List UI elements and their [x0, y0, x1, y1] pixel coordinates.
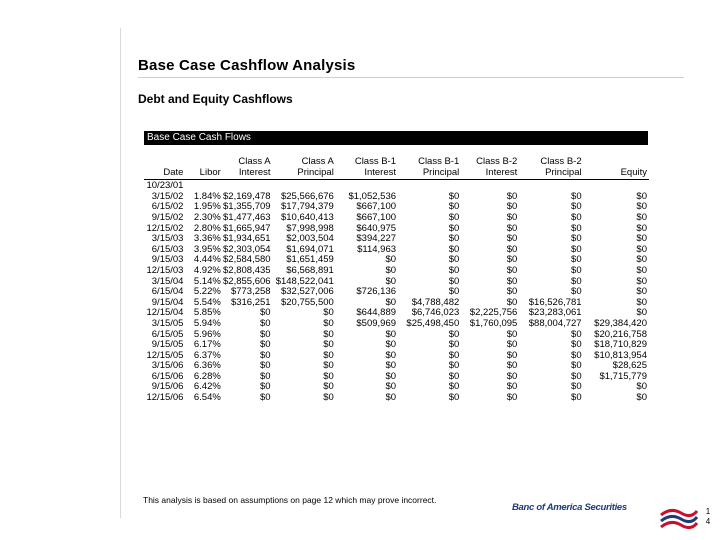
table-cell: $0 — [259, 392, 271, 404]
table-cell: $0 — [571, 339, 582, 351]
table-cell: $0 — [506, 296, 518, 308]
header-cell: Class B-2 — [540, 156, 582, 167]
table-cell: $1,694,071 — [286, 243, 334, 255]
table-cell: $0 — [636, 243, 647, 255]
page-subtitle: Debt and Equity Cashflows — [138, 92, 293, 106]
table-cell: $0 — [571, 254, 582, 266]
table-cell: $0 — [506, 190, 518, 202]
table-cell: $0 — [259, 381, 271, 393]
table-cell: $7,998,998 — [286, 222, 334, 234]
table-cell: $0 — [385, 392, 397, 404]
page-number — [704, 507, 712, 527]
table-cell: $0 — [448, 275, 460, 287]
table-cell: $4,788,482 — [411, 296, 460, 308]
table-cell: $0 — [385, 328, 397, 340]
table-cell: $0 — [506, 286, 518, 298]
table-cell: $0 — [259, 370, 271, 382]
header-cell: Class B-1 — [418, 156, 460, 167]
table-cell: $0 — [636, 286, 647, 298]
date-cell: 9/15/03 — [151, 254, 184, 266]
table-cell: $0 — [323, 317, 334, 329]
table-cell: $0 — [323, 360, 334, 372]
date-cell: 3/15/06 — [151, 360, 184, 372]
table-cell: 5.54% — [193, 296, 221, 308]
table-cell: $18,710,829 — [594, 339, 647, 351]
table-cell: $0 — [259, 307, 271, 319]
table-cell: $0 — [571, 243, 582, 255]
table-cell: $2,855,606 — [223, 275, 271, 287]
table-cell: $0 — [506, 211, 518, 223]
table-cell: $0 — [506, 222, 518, 234]
page-number-top: 1 — [705, 507, 711, 516]
table-cell: $0 — [571, 349, 582, 361]
date-cell: 3/15/03 — [151, 233, 184, 245]
page-number-bottom: 4 — [705, 517, 711, 526]
table-cell: $0 — [506, 360, 518, 372]
table-cell: $0 — [571, 381, 582, 393]
date-cell: 12/15/05 — [146, 349, 184, 361]
table-cell: $0 — [323, 381, 334, 393]
date-cell: 9/15/05 — [151, 339, 184, 351]
table-cell: $0 — [448, 222, 460, 234]
table-cell: $0 — [571, 264, 582, 276]
table-cell: $0 — [323, 307, 334, 319]
table-cell: $0 — [448, 264, 460, 276]
table-cell: $0 — [448, 243, 460, 255]
table-cell: $0 — [323, 392, 334, 404]
table-cell: 3.95% — [193, 243, 221, 255]
table-cell: $773,258 — [230, 286, 271, 298]
page-title: Base Case Cashflow Analysis — [138, 57, 356, 74]
table-cell — [584, 180, 649, 192]
table-cell: $0 — [448, 201, 460, 213]
table-cell: $0 — [506, 370, 518, 382]
header-cell — [584, 157, 649, 168]
table-cell: $0 — [385, 339, 397, 351]
table-cell — [336, 180, 398, 192]
left-divider — [120, 28, 121, 518]
table-cell: $0 — [448, 328, 460, 340]
table-cell: 5.96% — [193, 328, 221, 340]
table-cell: $0 — [385, 370, 397, 382]
table-cell: $0 — [448, 233, 460, 245]
header-cell: Principal — [519, 168, 583, 180]
header-cell: Interest — [223, 168, 273, 180]
table-cell: $0 — [448, 211, 460, 223]
table-cell: 6.54% — [193, 392, 221, 404]
table-cell: $1,665,947 — [223, 222, 271, 234]
table-cell: $509,969 — [356, 317, 397, 329]
table-cell: $0 — [571, 275, 582, 287]
table-cell: $0 — [571, 286, 582, 298]
table-cell: $640,975 — [356, 222, 397, 234]
table-cell: $2,303,054 — [223, 243, 271, 255]
table-cell: $10,813,954 — [594, 349, 647, 361]
table-cell: $29,384,420 — [594, 317, 647, 329]
table-cell: $0 — [506, 264, 518, 276]
table-cell: $0 — [448, 339, 460, 351]
table-row — [144, 180, 649, 192]
table-cell: 5.94% — [193, 317, 221, 329]
footnote: This analysis is based on assumptions on page 12 which may prove incorrect. — [143, 495, 437, 505]
table-cell: $1,715,779 — [599, 370, 647, 382]
table-cell: $0 — [448, 370, 460, 382]
table-cell: $1,355,709 — [223, 201, 271, 213]
table-cell: $0 — [506, 349, 518, 361]
table-cell — [273, 180, 336, 192]
table-cell: $1,052,536 — [348, 190, 397, 202]
table-cell: $0 — [506, 243, 518, 255]
table-cell: $114,963 — [357, 243, 397, 255]
header-cell: Principal — [398, 168, 461, 180]
table-cell: $0 — [571, 360, 582, 372]
table-cell: $0 — [385, 296, 397, 308]
table-cell: 3.36% — [193, 233, 221, 245]
table-cell: $0 — [323, 370, 334, 382]
table-cell: $0 — [571, 233, 582, 245]
header-row-1 — [144, 157, 649, 168]
header-cell: Equity — [584, 168, 649, 180]
table-cell: $0 — [323, 328, 334, 340]
table-row — [144, 393, 649, 404]
date-cell: 3/15/02 — [151, 190, 184, 202]
table-cell: $0 — [506, 381, 518, 393]
table-row — [144, 319, 649, 330]
table-row — [144, 266, 649, 277]
table-cell: $88,004,727 — [528, 317, 582, 329]
table-cell: 1.95% — [193, 201, 221, 213]
table-cell: $0 — [506, 201, 518, 213]
table-cell: $0 — [636, 275, 647, 287]
table-cell: $0 — [385, 275, 397, 287]
table-cell: $1,651,459 — [286, 254, 334, 266]
table-cell: 6.28% — [193, 370, 221, 382]
table-cell: $0 — [506, 392, 518, 404]
date-cell: 6/15/02 — [151, 201, 184, 213]
table-cell: $726,136 — [356, 286, 397, 298]
table-cell: $0 — [636, 307, 647, 319]
date-cell: 3/15/05 — [151, 317, 184, 329]
table-cell: $20,216,758 — [594, 328, 647, 340]
table-cell: $20,755,500 — [280, 296, 334, 308]
header-cell: Class B-1 — [354, 156, 397, 167]
table-cell: $0 — [636, 211, 647, 223]
table-cell: $0 — [571, 222, 582, 234]
date-cell: 10/23/01 — [146, 180, 184, 192]
table-cell: $0 — [259, 317, 271, 329]
table-cell: $0 — [571, 392, 582, 404]
table-cell: $6,746,023 — [411, 307, 460, 319]
table-cell: $0 — [448, 349, 460, 361]
flag-logo-icon — [659, 505, 699, 531]
table-cell: $25,566,676 — [280, 190, 334, 202]
header-cell: Interest — [461, 168, 519, 180]
table-cell: $394,227 — [356, 233, 397, 245]
table-cell: $0 — [259, 360, 271, 372]
table-cell: 6.37% — [193, 349, 221, 361]
table-cell: $1,934,651 — [223, 233, 271, 245]
header-cell — [185, 157, 222, 168]
table-cell: $0 — [506, 275, 518, 287]
header-cell: Class A — [301, 156, 334, 167]
table-cell: $0 — [506, 339, 518, 351]
table-cell: $0 — [506, 328, 518, 340]
date-cell: 9/15/02 — [151, 211, 184, 223]
table-cell: $0 — [448, 254, 460, 266]
table-cell: $0 — [506, 254, 518, 266]
table-cell: $316,251 — [230, 296, 271, 308]
table-cell: 1.84% — [193, 190, 221, 202]
table-cell: $0 — [259, 328, 271, 340]
cashflow-table — [144, 157, 649, 404]
table-cell: 6.17% — [193, 339, 221, 351]
date-cell: 12/15/04 — [146, 307, 184, 319]
table-cell: $1,760,095 — [469, 317, 518, 329]
date-cell: 12/15/02 — [146, 222, 184, 234]
table-cell: $0 — [636, 201, 647, 213]
table-cell: $16,526,781 — [528, 296, 582, 308]
table-cell — [185, 180, 222, 192]
date-cell: 6/15/06 — [151, 370, 184, 382]
table-cell: $25,498,450 — [406, 317, 460, 329]
table-cell — [398, 180, 461, 192]
table-cell: $0 — [259, 349, 271, 361]
table-cell: $0 — [571, 201, 582, 213]
table-cell — [519, 180, 583, 192]
table-cell: 5.22% — [193, 286, 221, 298]
table-cell — [461, 180, 519, 192]
table-cell: 4.44% — [193, 254, 221, 266]
header-cell: Class B-2 — [476, 156, 518, 167]
date-cell: 9/15/04 — [151, 296, 184, 308]
date-cell: 12/15/03 — [146, 264, 184, 276]
table-cell: $17,794,379 — [280, 201, 334, 213]
table-cell: $0 — [636, 296, 647, 308]
table-body — [144, 180, 649, 404]
table-cell: $0 — [385, 254, 397, 266]
date-cell: 3/15/04 — [151, 275, 184, 287]
header-cell: Principal — [273, 168, 336, 180]
date-cell: 6/15/03 — [151, 243, 184, 255]
table-cell: $0 — [385, 360, 397, 372]
table-cell: $0 — [385, 349, 397, 361]
table-cell: $32,527,006 — [280, 286, 334, 298]
title-rule — [138, 77, 684, 78]
header-cell — [144, 157, 185, 168]
table-cell: $0 — [636, 392, 647, 404]
table-cell: 5.14% — [193, 275, 221, 287]
header-cell: Libor — [185, 168, 222, 180]
table-cell: $0 — [448, 381, 460, 393]
table-cell: $0 — [571, 328, 582, 340]
table-cell: $0 — [448, 190, 460, 202]
table-cell: $2,584,580 — [223, 254, 271, 266]
header-row-2 — [144, 168, 649, 180]
table-cell: $667,100 — [356, 201, 397, 213]
table-cell: 5.85% — [193, 307, 221, 319]
table-cell: $0 — [636, 190, 647, 202]
table-cell: $0 — [323, 339, 334, 351]
table-cell: $0 — [636, 254, 647, 266]
header-cell: Interest — [336, 168, 398, 180]
table-cell: $0 — [571, 370, 582, 382]
table-cell: $0 — [323, 349, 334, 361]
table-cell: $0 — [259, 339, 271, 351]
table-cell: $0 — [448, 360, 460, 372]
table-cell: $644,889 — [356, 307, 397, 319]
table-cell: 4.92% — [193, 264, 221, 276]
table-cell: $0 — [448, 286, 460, 298]
table-cell: $0 — [636, 381, 647, 393]
header-cell: Date — [144, 168, 185, 180]
table-cell: $0 — [385, 264, 397, 276]
table-cell: $148,522,041 — [275, 275, 334, 287]
header-cell: Class A — [238, 156, 271, 167]
date-cell: 9/15/06 — [151, 381, 184, 393]
table-cell: $2,225,756 — [469, 307, 518, 319]
date-cell: 12/15/06 — [146, 392, 184, 404]
table-cell: 6.36% — [193, 360, 221, 372]
table-cell: 2.30% — [193, 211, 221, 223]
table-cell: $0 — [571, 190, 582, 202]
table-cell: $28,625 — [612, 360, 647, 372]
table-cell: $2,808,435 — [223, 264, 271, 276]
table-row — [144, 213, 649, 224]
table-cell: $2,003,504 — [286, 233, 334, 245]
table-cell: $10,640,413 — [280, 211, 334, 223]
table-cell: $0 — [571, 211, 582, 223]
table-cell: $0 — [636, 264, 647, 276]
table-cell: $0 — [636, 233, 647, 245]
table-cell: $6,568,891 — [286, 264, 334, 276]
table-cell: $2,169,478 — [223, 190, 271, 202]
date-cell: 6/15/04 — [151, 286, 184, 298]
table-cell: $0 — [448, 392, 460, 404]
table-cell: 2.80% — [193, 222, 221, 234]
table-title-bar: Base Case Cash Flows — [144, 131, 648, 145]
table-cell: 6.42% — [193, 381, 221, 393]
table-cell: $23,283,061 — [528, 307, 582, 319]
table-cell: $667,100 — [356, 211, 397, 223]
table-cell — [223, 180, 273, 192]
date-cell: 6/15/05 — [151, 328, 184, 340]
table-cell: $0 — [636, 222, 647, 234]
table-cell: $1,477,463 — [223, 211, 271, 223]
company-logo: Banc of America Securities — [512, 502, 627, 513]
table-cell: $0 — [506, 233, 518, 245]
table-cell: $0 — [385, 381, 397, 393]
